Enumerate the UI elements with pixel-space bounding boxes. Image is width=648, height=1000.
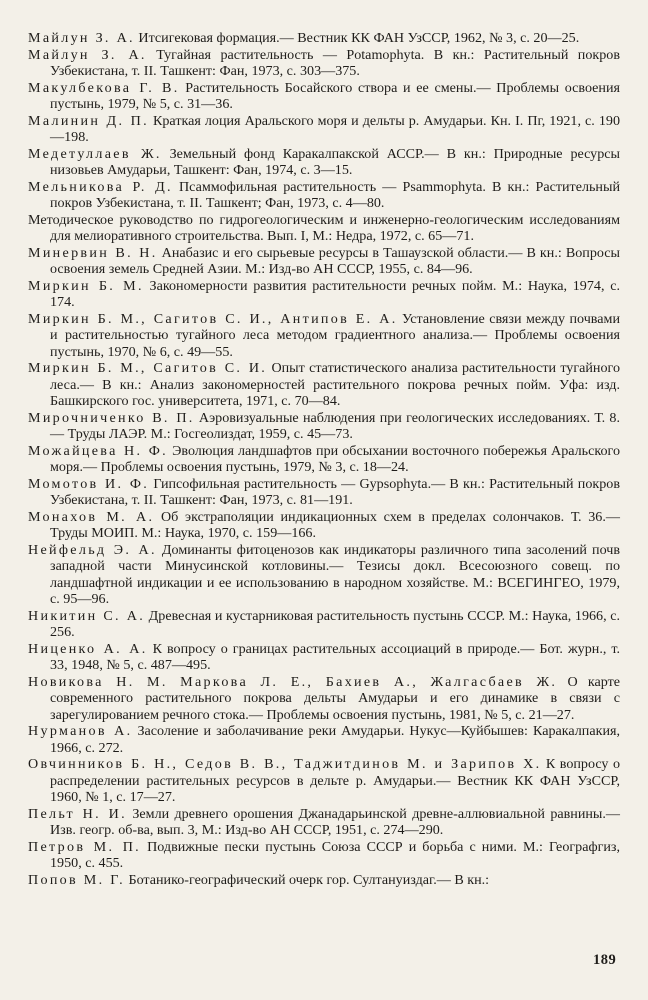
- reference-entry: [28, 113, 620, 146]
- reference-text: К вопросу о распределении растительных ресурсов в дельте р. Амударьи.— Вестник КК ФАН УзССР, 1960, № 1, с. 17—27.: [50, 756, 620, 805]
- reference-entry: [28, 806, 620, 839]
- reference-text: Растительность Босайского створа и ее смены.— Проблемы освоения пустынь, 1979, № 5, с. 31—36.: [50, 79, 620, 112]
- reference-entry: [28, 179, 620, 212]
- reference-author: Майлун З. А.: [28, 46, 147, 63]
- reference-entry: [28, 245, 620, 278]
- reference-author: Миркин Б. М., Сагитов С. И., Антипов Е. А.: [28, 310, 398, 327]
- reference-entry: [28, 146, 620, 179]
- reference-author: Попов М. Г.: [28, 871, 125, 888]
- reference-author: Майлун З. А.: [28, 30, 135, 46]
- reference-text: Засоление и заболачивание реки Амударьи. Нукус—Куйбышев: Каракалпакия, 1966, с. 272.: [50, 723, 621, 756]
- reference-entry: [28, 360, 620, 410]
- reference-text: Доминанты фитоценозов как индикаторы различного типа засолений почв западной части Минусинской котловины.— Тезисы докл. Всесоюзного совещ. по ландшафтной индикации и ее использованию в народном хозяйстве. М.: ВСЕГИНГЕО, 1979, с. 95—96.: [50, 541, 620, 607]
- reference-entry: [28, 47, 620, 80]
- reference-author: Медетуллаев Ж.: [28, 145, 162, 162]
- reference-author: Минервин В. Н.: [28, 244, 158, 261]
- reference-entry: [28, 608, 620, 641]
- reference-author: Мирочниченко В. П.: [28, 409, 195, 426]
- reference-text: Древесная и кустарниковая растительность пустынь СССР. М.: Наука, 1966, с. 256.: [50, 607, 620, 640]
- reference-author: Пельт Н. И.: [28, 805, 127, 822]
- reference-text: К вопросу о границах растительных ассоциаций в природе.— Бот. журн., т. 33, 1948, № 5, с. 487—495.: [50, 640, 620, 673]
- reference-entry: [28, 80, 620, 113]
- reference-text: Эволюция ландшафтов при обсыхании восточного побережья Аральского моря.— Проблемы освоения пустынь, 1979, № 3, с. 18—24.: [50, 442, 620, 475]
- reference-author: Нурманов А.: [28, 723, 133, 739]
- reference-text: Об экстраполяции индикационных схем в пределах солончаков. Т. 36.— Труды МОИП. М.: Наука, 1970, с. 159—166.: [50, 508, 620, 541]
- reference-author: Малинин Д. П.: [28, 112, 149, 129]
- reference-text: Ботанико-географический очерк гор. Султануиздаг.— В кн.:: [124, 871, 490, 888]
- reference-author: Ниценко А. А.: [28, 640, 148, 657]
- reference-author: Нейфельд Э. А.: [28, 541, 157, 558]
- reference-author: Момотов И. Ф.: [28, 475, 150, 492]
- reference-text: Земельный фонд Каракалпакской АССР.— В кн.: Природные ресурсы низовьев Амударьи, Ташкент: Фан, 1974, с. 3—15.: [50, 145, 620, 178]
- reference-entry: [28, 443, 620, 476]
- reference-text: Установление связи между почвами и растительностью тугайного леса методом градиентного анализа.— Проблемы освоения пустынь, 1970, № 6, с. 49—55.: [50, 310, 620, 360]
- reference-entry: [28, 674, 620, 724]
- reference-text: Гипсофильная растительность — Gypsophyta.— В кн.: Растительный покров Узбекистана, т. II. Ташкент: Фан, 1973, с. 81—191.: [50, 475, 620, 508]
- reference-author: Миркин Б. М.: [28, 277, 144, 294]
- bibliography-list: [28, 30, 620, 888]
- reference-text: Итсигековая формация.— Вестник КК ФАН УзССР, 1962, № 3, с. 20—25.: [134, 30, 580, 46]
- page-number: 189: [593, 952, 617, 968]
- reference-text: Анабазис и его сырьевые ресурсы в Ташаузской области.— В кн.: Вопросы освоения земель Средней Азии. М.: Изд-во АН СССР, 1955, с. 84—96.: [50, 244, 620, 277]
- reference-text: Методическое руководство по гидрогеологическим и инженерно-геологическим исследованиям для мелиоративного строительства. Вып. I, М.: Недра, 1972, с. 65—71.: [28, 211, 620, 244]
- reference-entry: [28, 756, 620, 806]
- reference-author: Миркин Б. М., Сагитов С. И.: [28, 360, 268, 376]
- reference-entry: [28, 641, 620, 674]
- reference-text: Подвижные пески пустынь Союза СССР и борьба с ними. М.: Географгиз, 1950, с. 455.: [50, 838, 620, 871]
- reference-entry: [28, 30, 620, 47]
- reference-author: Можайцева Н. Ф.: [28, 442, 168, 459]
- reference-author: Петров М. П.: [28, 838, 142, 855]
- reference-text: Опыт статистического анализа растительности тугайного леса.— В кн.: Анализ закономерностей растительного покрова речных пойм. Уфа: изд. Башкирского гос. университета, 1971, с. 70—84.: [50, 360, 621, 409]
- reference-entry: [28, 311, 620, 361]
- reference-entry: [28, 410, 620, 443]
- reference-entry: [28, 212, 620, 245]
- reference-text: Псаммофильная растительность — Psammophyta. В кн.: Растительный покров Узбекистана, т. II. Ташкент; Фан, 1973, с. 4—80.: [50, 178, 620, 211]
- reference-text: О карте современного растительного покрова дельты Амударьи и его динамике в связи с зарегулированием речного стока.— Проблемы освоения пустынь, 1981, № 5, с. 21—27.: [50, 673, 621, 723]
- reference-entry: [28, 476, 620, 509]
- reference-text: Земли древнего орошения Джанадарьинской древне-аллювиальной равнины.— Изв. геогр. об-ва, вып. 3, М.: Изд-во АН СССР, 1951, с. 274—290.: [50, 805, 620, 838]
- reference-author: Монахов М. А.: [28, 508, 155, 525]
- reference-author: Никитин С. А.: [28, 607, 146, 624]
- reference-author: Мельникова Р. Д.: [28, 178, 173, 195]
- reference-author: Новикова Н. М. Маркова Л. Е., Бахиев А., Жалгасбаев Ж.: [28, 673, 558, 690]
- reference-entry: [28, 723, 620, 756]
- reference-author: Овчинников Б. Н., Седов В. В., Таджитдинов М. и Зарипов Х.: [28, 756, 542, 772]
- reference-text: Закономерности развития растительности речных пойм. М.: Наука, 1974, с. 174.: [50, 277, 620, 310]
- reference-entry: [28, 839, 620, 872]
- reference-entry: [28, 509, 620, 542]
- reference-entry: [28, 542, 620, 608]
- reference-author: Макулбекова Г. В.: [28, 79, 180, 96]
- reference-text: Краткая лоция Аральского моря и дельты р. Амударьи. Кн. I. Пг, 1921, с. 190—198.: [50, 112, 620, 145]
- reference-entry: [28, 278, 620, 311]
- reference-text: Аэровизуальные наблюдения при геологических исследованиях. Т. 8.— Труды ЛАЭР. М.: Госгеолиздат, 1959, с. 45—73.: [50, 409, 620, 442]
- reference-entry: [28, 872, 620, 889]
- reference-text: Тугайная растительность — Potamophyta. В кн.: Растительный покров Узбекистана, т. II. Ташкент: Фан, 1973, с. 303—375.: [50, 46, 620, 79]
